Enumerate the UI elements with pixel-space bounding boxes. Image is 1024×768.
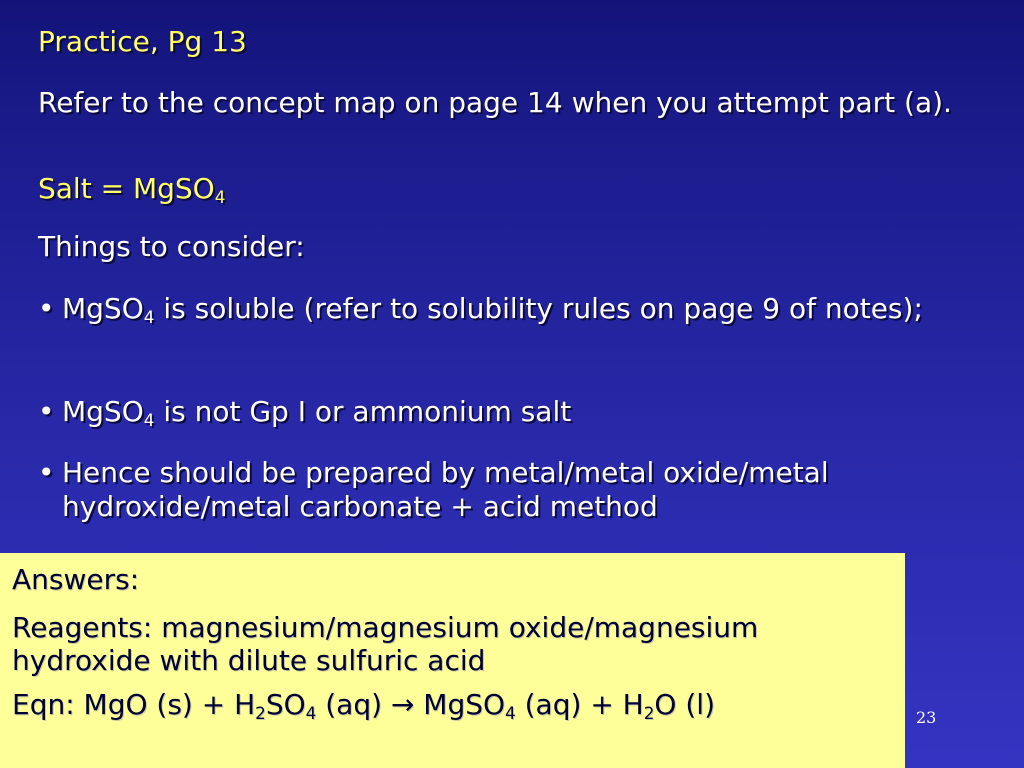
page-number: 23: [916, 708, 937, 727]
slide-title: Practice, Pg 13: [38, 25, 247, 58]
chemical-equation: [12, 688, 893, 722]
bullet-text: Hence should be prepared by metal/metal oxide/metal hydroxide/metal carbonate + acid method: [62, 456, 829, 523]
consider-heading: Things to consider:: [38, 230, 305, 263]
equation-subscript: 2: [255, 702, 266, 723]
salt-formula: [38, 172, 225, 206]
equation-subscript: 4: [505, 702, 516, 723]
bullet-item: [38, 292, 978, 326]
equation-subscript: 2: [643, 702, 655, 723]
bullet-formula-subscript: 4: [143, 307, 155, 328]
bullet-marker: •: [38, 292, 55, 325]
equation-subscript: 4: [305, 702, 317, 723]
bullet-item: [38, 395, 978, 429]
bullet-text: is not Gp I or ammonium salt: [154, 395, 572, 428]
bullet-item: [38, 456, 978, 523]
equation-part: O (l): [654, 687, 715, 721]
equation-part: SO: [265, 687, 306, 721]
reagents-text: Reagents: magnesium/magnesium oxide/magnesium hydroxide with dilute sulfuric acid: [12, 610, 759, 678]
equation-part: (aq) → MgSO: [316, 687, 506, 721]
answers-heading: Answers:: [12, 563, 140, 596]
salt-formula-subscript: 4: [214, 187, 226, 208]
bullet-formula: MgSO: [62, 292, 144, 325]
equation-part: (aq) + H: [515, 687, 644, 721]
intro-text: Refer to the concept map on page 14 when you attempt part (a).: [38, 86, 952, 119]
answer-box: [0, 553, 905, 768]
bullet-text: is soluble (refer to solubility rules on page 9 of notes);: [154, 292, 923, 325]
equation-part: Eqn: MgO (s) + H: [12, 687, 256, 721]
bullet-marker: •: [38, 456, 55, 489]
bullet-formula-subscript: 4: [143, 410, 155, 431]
bullet-formula: MgSO: [62, 395, 144, 428]
salt-formula-text: Salt = MgSO: [38, 172, 215, 205]
bullet-marker: •: [38, 395, 55, 428]
